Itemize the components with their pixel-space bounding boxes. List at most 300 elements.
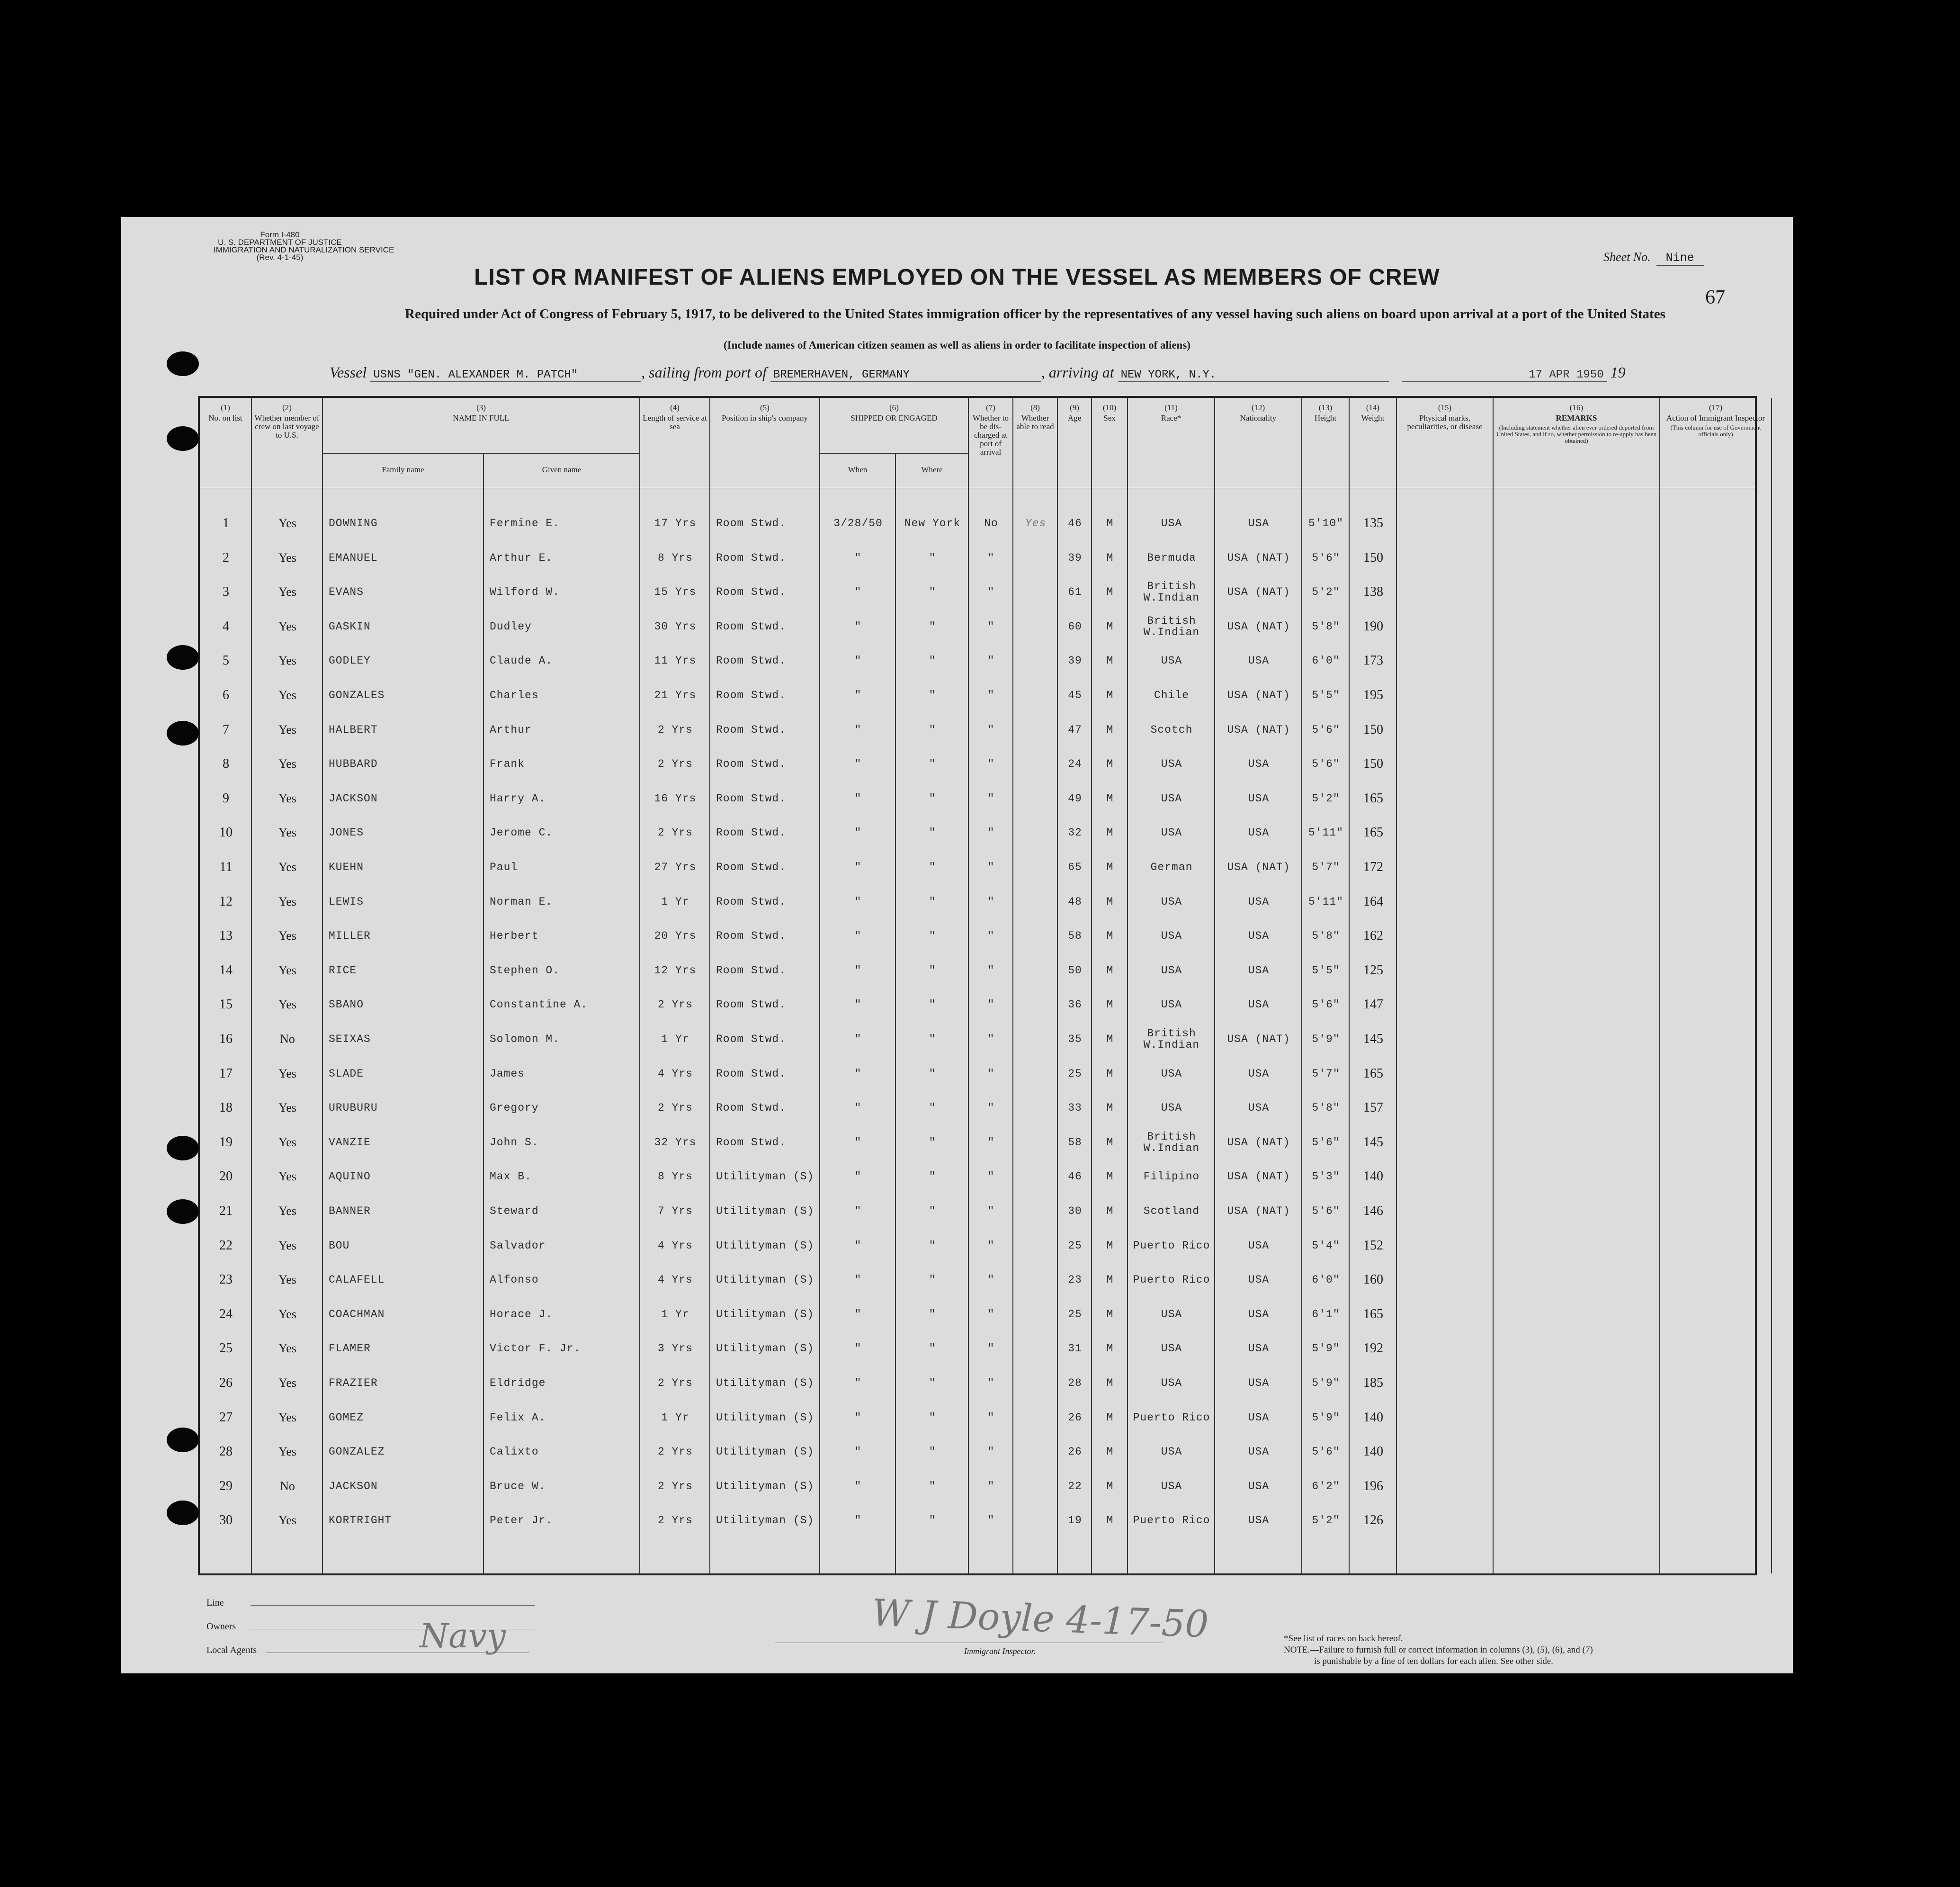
cell-where: ": [929, 620, 936, 633]
cell-given: Wilford W.: [490, 586, 560, 599]
cell-given: Alfonso: [490, 1274, 539, 1286]
cell-no: 22: [219, 1238, 233, 1253]
cell-position: Room Stwd.: [716, 1102, 787, 1114]
cell-height: 5'8": [1312, 930, 1340, 943]
cell-race: Chile: [1154, 689, 1189, 701]
cell-position: Room Stwd.: [716, 1067, 787, 1080]
cell-weight: 140: [1363, 1169, 1383, 1184]
cell-position: Room Stwd.: [716, 758, 787, 771]
crew-table: [198, 396, 1765, 1575]
cell-height: 5'5": [1312, 689, 1340, 701]
cell-when: ": [854, 1170, 862, 1183]
cell-crew: Yes: [278, 722, 296, 737]
cell-age: 58: [1068, 930, 1082, 943]
cell-position: Room Stwd.: [716, 586, 787, 599]
cell-age: 26: [1068, 1411, 1082, 1424]
cell-crew: Yes: [278, 1341, 296, 1356]
cell-height: 5'2": [1312, 1514, 1340, 1527]
cell-crew: Yes: [278, 550, 296, 565]
column-header-c1: (1) No. on list: [200, 398, 252, 488]
cell-weight: 125: [1363, 962, 1383, 978]
cell-no: 9: [223, 791, 229, 806]
cell-where: ": [929, 1308, 936, 1321]
cell-discharged: ": [987, 689, 995, 701]
cell-sex: M: [1106, 792, 1114, 805]
cell-sex: M: [1106, 723, 1114, 736]
cell-nationality: USA: [1248, 1446, 1270, 1458]
cell-when: ": [854, 1308, 862, 1321]
cell-discharged: No: [984, 517, 998, 530]
cell-no: 20: [219, 1169, 233, 1184]
cell-nationality: USA (NAT): [1227, 1205, 1290, 1217]
cell-where: ": [929, 1411, 936, 1424]
cell-weight: 150: [1363, 550, 1383, 565]
cell-crew: Yes: [278, 1410, 296, 1424]
table-row: [200, 1332, 1755, 1365]
cell-service: 2 Yrs: [657, 1377, 693, 1389]
cell-where: ": [929, 1274, 936, 1286]
cell-sex: M: [1106, 1411, 1114, 1424]
table-row: [200, 575, 1755, 609]
cell-no: 11: [219, 860, 233, 874]
cell-race: Scotch: [1150, 723, 1193, 736]
cell-discharged: ": [987, 1239, 995, 1252]
cell-position: Room Stwd.: [716, 861, 787, 873]
cell-nationality: USA: [1248, 930, 1270, 943]
cell-family: SEIXAS: [329, 1033, 371, 1045]
cell-weight: 160: [1363, 1272, 1383, 1287]
cell-family: KORTRIGHT: [329, 1514, 392, 1527]
cell-family: MILLER: [329, 930, 371, 943]
cell-discharged: ": [987, 655, 995, 667]
cell-where: ": [929, 861, 936, 873]
cell-crew: Yes: [278, 1513, 296, 1528]
cell-where: ": [929, 1480, 936, 1492]
cell-age: 26: [1068, 1446, 1082, 1458]
cell-discharged: ": [987, 1514, 995, 1527]
cell-discharged: ": [987, 1411, 995, 1424]
cell-given: Steward: [490, 1205, 539, 1217]
cell-position: Utilityman (S): [716, 1377, 814, 1389]
cell-weight: 165: [1363, 1066, 1383, 1081]
cell-family: GODLEY: [329, 655, 371, 667]
cell-sex: M: [1106, 1033, 1114, 1045]
cell-sex: M: [1106, 655, 1114, 667]
cell-nationality: USA: [1248, 1067, 1270, 1080]
cell-where: ": [929, 655, 936, 667]
cell-race: German: [1150, 861, 1193, 873]
cell-where: ": [929, 1239, 936, 1252]
cell-race: USA: [1161, 827, 1182, 839]
cell-sex: M: [1106, 1102, 1114, 1114]
cell-race: USA: [1161, 930, 1182, 943]
cell-age: 65: [1068, 861, 1082, 873]
table-row: [200, 1091, 1755, 1124]
cell-discharged: ": [987, 1205, 995, 1217]
cell-discharged: ": [987, 1377, 995, 1389]
arrival-date-stamp: 17 APR 1950: [1402, 368, 1607, 382]
cell-where: ": [929, 1136, 936, 1149]
cell-service: 30 Yrs: [654, 620, 697, 633]
cell-read: [1013, 1470, 1058, 1503]
table-row: [200, 1263, 1755, 1296]
vessel-name: USNS "GEN. ALEXANDER M. PATCH": [370, 368, 641, 382]
cell-crew: Yes: [278, 997, 296, 1012]
cell-height: 5'9": [1312, 1377, 1340, 1389]
cell-where: ": [929, 1033, 936, 1045]
subtitle: Required under Act of Congress of February 5, 1917, to be delivered to the United States immigration officer by the representatives of any vessel having such aliens on board upon arrival at a port of the United States: [405, 306, 1665, 322]
cell-position: Room Stwd.: [716, 1033, 787, 1045]
cell-no: 19: [219, 1134, 233, 1150]
cell-position: Utilityman (S): [716, 1411, 814, 1424]
cell-given: Herbert: [490, 930, 539, 943]
cell-crew: Yes: [278, 757, 296, 771]
table-row: [200, 1401, 1755, 1434]
cell-where: ": [929, 792, 936, 805]
cell-sex: M: [1106, 1170, 1114, 1183]
cell-age: 46: [1068, 1170, 1082, 1183]
cell-no: 10: [219, 825, 233, 840]
cell-nationality: USA: [1248, 827, 1270, 839]
cell-sex: M: [1106, 689, 1114, 701]
cell-family: FLAMER: [329, 1342, 371, 1355]
cell-position: Room Stwd.: [716, 655, 787, 667]
cell-when: ": [854, 1446, 862, 1458]
cell-nationality: USA: [1248, 964, 1270, 977]
cell-crew: Yes: [278, 860, 296, 874]
cell-given: Horace J.: [490, 1308, 553, 1321]
cell-position: Room Stwd.: [716, 517, 787, 530]
cell-family: COACHMAN: [329, 1308, 385, 1321]
cell-where: New York: [904, 517, 961, 530]
cell-position: Room Stwd.: [716, 998, 787, 1011]
column-subheader: Family name: [323, 453, 484, 488]
cell-weight: 192: [1363, 1341, 1383, 1356]
cell-no: 14: [219, 962, 233, 978]
cell-when: ": [854, 827, 862, 839]
cell-crew: Yes: [278, 1169, 296, 1184]
cell-no: 26: [219, 1375, 233, 1390]
cell-age: 24: [1068, 758, 1082, 771]
cell-no: 23: [219, 1272, 233, 1287]
cell-service: 2 Yrs: [657, 1446, 693, 1458]
cell-sex: M: [1106, 1514, 1114, 1527]
cell-when: ": [854, 1377, 862, 1389]
cell-sex: M: [1106, 998, 1114, 1011]
cell-position: Utilityman (S): [716, 1308, 814, 1321]
cell-discharged: ": [987, 620, 995, 633]
table-row: [200, 1470, 1755, 1503]
cell-sex: M: [1106, 1136, 1114, 1149]
cell-weight: 173: [1363, 653, 1383, 668]
cell-where: ": [929, 1102, 936, 1114]
cell-where: ": [929, 1067, 936, 1080]
cell-no: 24: [219, 1306, 233, 1321]
cell-family: HALBERT: [329, 723, 378, 736]
cell-no: 17: [219, 1066, 233, 1081]
cell-read: [1013, 1435, 1058, 1468]
table-row: [200, 1366, 1755, 1400]
cell-age: 23: [1068, 1274, 1082, 1286]
cell-age: 45: [1068, 689, 1082, 701]
cell-height: 5'6": [1312, 1446, 1340, 1458]
cell-height: 5'9": [1312, 1033, 1340, 1045]
cell-nationality: USA: [1248, 1342, 1270, 1355]
cell-nationality: USA: [1248, 1480, 1270, 1492]
cell-service: 2 Yrs: [657, 1514, 693, 1527]
cell-where: ": [929, 758, 936, 771]
cell-height: 5'9": [1312, 1411, 1340, 1424]
cell-position: Room Stwd.: [716, 689, 787, 701]
cell-where: ": [929, 689, 936, 701]
cell-nationality: USA (NAT): [1227, 723, 1290, 736]
cell-race: Scotland: [1143, 1205, 1200, 1217]
cell-no: 6: [223, 688, 229, 702]
cell-height: 5'8": [1312, 1102, 1340, 1114]
table-row: [200, 1023, 1755, 1056]
cell-given: Harry A.: [490, 792, 546, 805]
table-row: [200, 1195, 1755, 1228]
table-row: [200, 816, 1755, 849]
cell-position: Room Stwd.: [716, 620, 787, 633]
table-row: [200, 713, 1755, 746]
cell-nationality: USA: [1248, 1377, 1270, 1389]
cell-position: Utilityman (S): [716, 1480, 814, 1492]
footer-line: Line: [206, 1598, 535, 1608]
arrival-port: NEW YORK, N.Y.: [1118, 368, 1389, 382]
cell-family: BANNER: [329, 1205, 371, 1217]
inspector-label: Immigrant Inspector.: [964, 1646, 1036, 1656]
cell-where: ": [929, 1170, 936, 1183]
cell-age: 61: [1068, 586, 1082, 599]
cell-given: Salvador: [490, 1239, 546, 1252]
cell-crew: Yes: [278, 654, 296, 668]
cell-height: 5'4": [1312, 1239, 1340, 1252]
cell-nationality: USA: [1248, 1411, 1270, 1424]
cell-given: Solomon M.: [490, 1033, 560, 1045]
cell-age: 58: [1068, 1136, 1082, 1149]
cell-position: Room Stwd.: [716, 930, 787, 943]
cell-where: ": [929, 1377, 936, 1389]
cell-discharged: ": [987, 930, 995, 943]
cell-position: Utilityman (S): [716, 1239, 814, 1252]
cell-sex: M: [1106, 1446, 1114, 1458]
cell-read: [1013, 713, 1058, 746]
cell-read: [1013, 885, 1058, 918]
cell-crew: No: [280, 1032, 295, 1046]
cell-family: GASKIN: [329, 620, 371, 633]
cell-crew: Yes: [278, 1238, 296, 1252]
cell-discharged: ": [987, 758, 995, 771]
cell-sex: M: [1106, 1205, 1114, 1217]
cell-given: Peter Jr.: [490, 1514, 553, 1527]
cell-read: [1013, 747, 1058, 781]
cell-family: VANZIE: [329, 1136, 371, 1149]
cell-discharged: ": [987, 1274, 995, 1286]
cell-family: JACKSON: [329, 792, 378, 805]
binder-hole: [167, 1501, 199, 1525]
manifest-sheet: [121, 217, 1793, 1673]
cell-weight: 126: [1363, 1513, 1383, 1528]
cell-race: Puerto Rico: [1133, 1239, 1210, 1252]
cell-read: [1013, 1401, 1058, 1434]
cell-given: John S.: [490, 1136, 539, 1149]
cell-when: ": [854, 964, 862, 977]
cell-service: 1 Yr: [661, 1308, 689, 1321]
column-rule: [1771, 488, 1772, 1573]
cell-race: USA: [1161, 655, 1182, 667]
table-row: [200, 782, 1755, 815]
cell-nationality: USA: [1248, 1274, 1270, 1286]
cell-no: 30: [219, 1513, 233, 1528]
table-row: [200, 679, 1755, 712]
cell-position: Room Stwd.: [716, 827, 787, 839]
cell-position: Room Stwd.: [716, 1136, 787, 1149]
column-header-c12: (12) Nationality: [1215, 398, 1302, 488]
cell-family: SBANO: [329, 998, 364, 1011]
page-number: 67: [1705, 287, 1725, 308]
table-row: [200, 507, 1755, 540]
cell-nationality: USA (NAT): [1227, 1136, 1290, 1149]
cell-height: 5'6": [1312, 551, 1340, 564]
cell-given: Arthur: [490, 723, 532, 736]
cell-age: 30: [1068, 1205, 1082, 1217]
column-header-c8: (8) Whether able to read: [1013, 398, 1058, 488]
cell-discharged: ": [987, 792, 995, 805]
binder-hole: [167, 351, 199, 376]
cell-height: 5'6": [1312, 1205, 1340, 1217]
cell-nationality: USA: [1248, 1514, 1270, 1527]
cell-age: 36: [1068, 998, 1082, 1011]
table-row: [200, 851, 1755, 884]
cell-weight: 190: [1363, 619, 1383, 634]
cell-read: [1013, 1091, 1058, 1124]
cell-crew: Yes: [278, 963, 296, 977]
cell-when: ": [854, 1274, 862, 1286]
cell-nationality: USA (NAT): [1227, 689, 1290, 701]
cell-sex: M: [1106, 517, 1114, 530]
cell-discharged: ": [987, 723, 995, 736]
binder-hole: [167, 1199, 199, 1224]
cell-position: Utilityman (S): [716, 1446, 814, 1458]
cell-crew: Yes: [278, 929, 296, 943]
cell-when: ": [854, 1205, 862, 1217]
cell-sex: M: [1106, 1480, 1114, 1492]
cell-service: 15 Yrs: [654, 586, 697, 599]
cell-age: 48: [1068, 895, 1082, 908]
table-row: [200, 1229, 1755, 1262]
cell-discharged: ": [987, 861, 995, 873]
cell-crew: Yes: [278, 688, 296, 702]
cell-no: 25: [219, 1341, 233, 1356]
form-identifier: Form I-480 U. S. DEPARTMENT OF JUSTICE IMMIGRATION AND NATURALIZATION SERVICE (Rev. 4-1-45): [214, 230, 394, 262]
cell-discharged: ": [987, 1033, 995, 1045]
cell-nationality: USA: [1248, 758, 1270, 771]
cell-discharged: ": [987, 1102, 995, 1114]
cell-service: 4 Yrs: [657, 1274, 693, 1286]
cell-service: 8 Yrs: [657, 551, 693, 564]
cell-read: [1013, 1023, 1058, 1056]
cell-crew: Yes: [278, 894, 296, 908]
cell-nationality: USA (NAT): [1227, 551, 1290, 564]
cell-discharged: ": [987, 551, 995, 564]
cell-crew: Yes: [278, 791, 296, 805]
column-header-c14: (14) Weight: [1350, 398, 1397, 488]
cell-position: Utilityman (S): [716, 1342, 814, 1355]
cell-read: [1013, 1504, 1058, 1537]
cell-where: ": [929, 551, 936, 564]
cell-service: 27 Yrs: [654, 861, 697, 873]
cell-discharged: ": [987, 964, 995, 977]
cell-race: British W.Indian: [1143, 580, 1200, 604]
cell-crew: Yes: [278, 1066, 296, 1080]
cell-race: British W.Indian: [1143, 1027, 1200, 1051]
cell-nationality: USA: [1248, 998, 1270, 1011]
cell-nationality: USA (NAT): [1227, 1033, 1290, 1045]
cell-age: 25: [1068, 1239, 1082, 1252]
cell-service: 1 Yr: [661, 895, 689, 908]
cell-sex: M: [1106, 861, 1114, 873]
cell-nationality: USA: [1248, 655, 1270, 667]
column-header-c6: (6) SHIPPED OR ENGAGED: [820, 398, 969, 453]
cell-no: 28: [219, 1444, 233, 1459]
cell-given: Frank: [490, 758, 525, 771]
cell-sex: M: [1106, 964, 1114, 977]
header-divider: [200, 488, 1755, 489]
cell-read: [1013, 1263, 1058, 1296]
cell-family: HUBBARD: [329, 758, 378, 771]
cell-position: Utilityman (S): [716, 1274, 814, 1286]
cell-given: Arthur E.: [490, 551, 553, 564]
cell-nationality: USA (NAT): [1227, 586, 1290, 599]
cell-family: URUBURU: [329, 1102, 378, 1114]
cell-when: ": [854, 1239, 862, 1252]
cell-no: 7: [223, 722, 229, 737]
cell-where: ": [929, 586, 936, 599]
agents-handwriting: Navy: [420, 1617, 506, 1655]
cell-family: JONES: [329, 827, 364, 839]
cell-when: ": [854, 1033, 862, 1045]
cell-race: USA: [1161, 758, 1182, 771]
cell-discharged: ": [987, 586, 995, 599]
cell-when: ": [854, 792, 862, 805]
cell-age: 60: [1068, 620, 1082, 633]
cell-where: ": [929, 1205, 936, 1217]
cell-race: Puerto Rico: [1133, 1514, 1210, 1527]
binder-hole: [167, 721, 199, 746]
cell-nationality: USA: [1248, 1308, 1270, 1321]
cell-discharged: ": [987, 998, 995, 1011]
cell-sex: M: [1106, 895, 1114, 908]
cell-weight: 150: [1363, 756, 1383, 772]
cell-height: 5'11": [1308, 895, 1343, 908]
cell-family: FRAZIER: [329, 1377, 378, 1389]
cell-crew: Yes: [278, 1445, 296, 1459]
cell-given: James: [490, 1067, 525, 1080]
cell-race: USA: [1161, 895, 1182, 908]
cell-where: ": [929, 895, 936, 908]
cell-height: 5'6": [1312, 1136, 1340, 1149]
cell-age: 19: [1068, 1514, 1082, 1527]
cell-given: Jerome C.: [490, 827, 553, 839]
binder-hole: [167, 645, 199, 670]
cell-nationality: USA (NAT): [1227, 861, 1290, 873]
cell-family: EVANS: [329, 586, 364, 599]
sheet-number: Sheet No. Nine: [1603, 250, 1704, 265]
footer-notes: *See list of races on back hereof. NOTE.—Failure to furnish full or correct information in columns (3), (5), (6), and (7) is punishable by a fine of ten dollars for each alien. See other side.: [1284, 1634, 1593, 1666]
cell-sex: M: [1106, 620, 1114, 633]
cell-race: USA: [1161, 1342, 1182, 1355]
